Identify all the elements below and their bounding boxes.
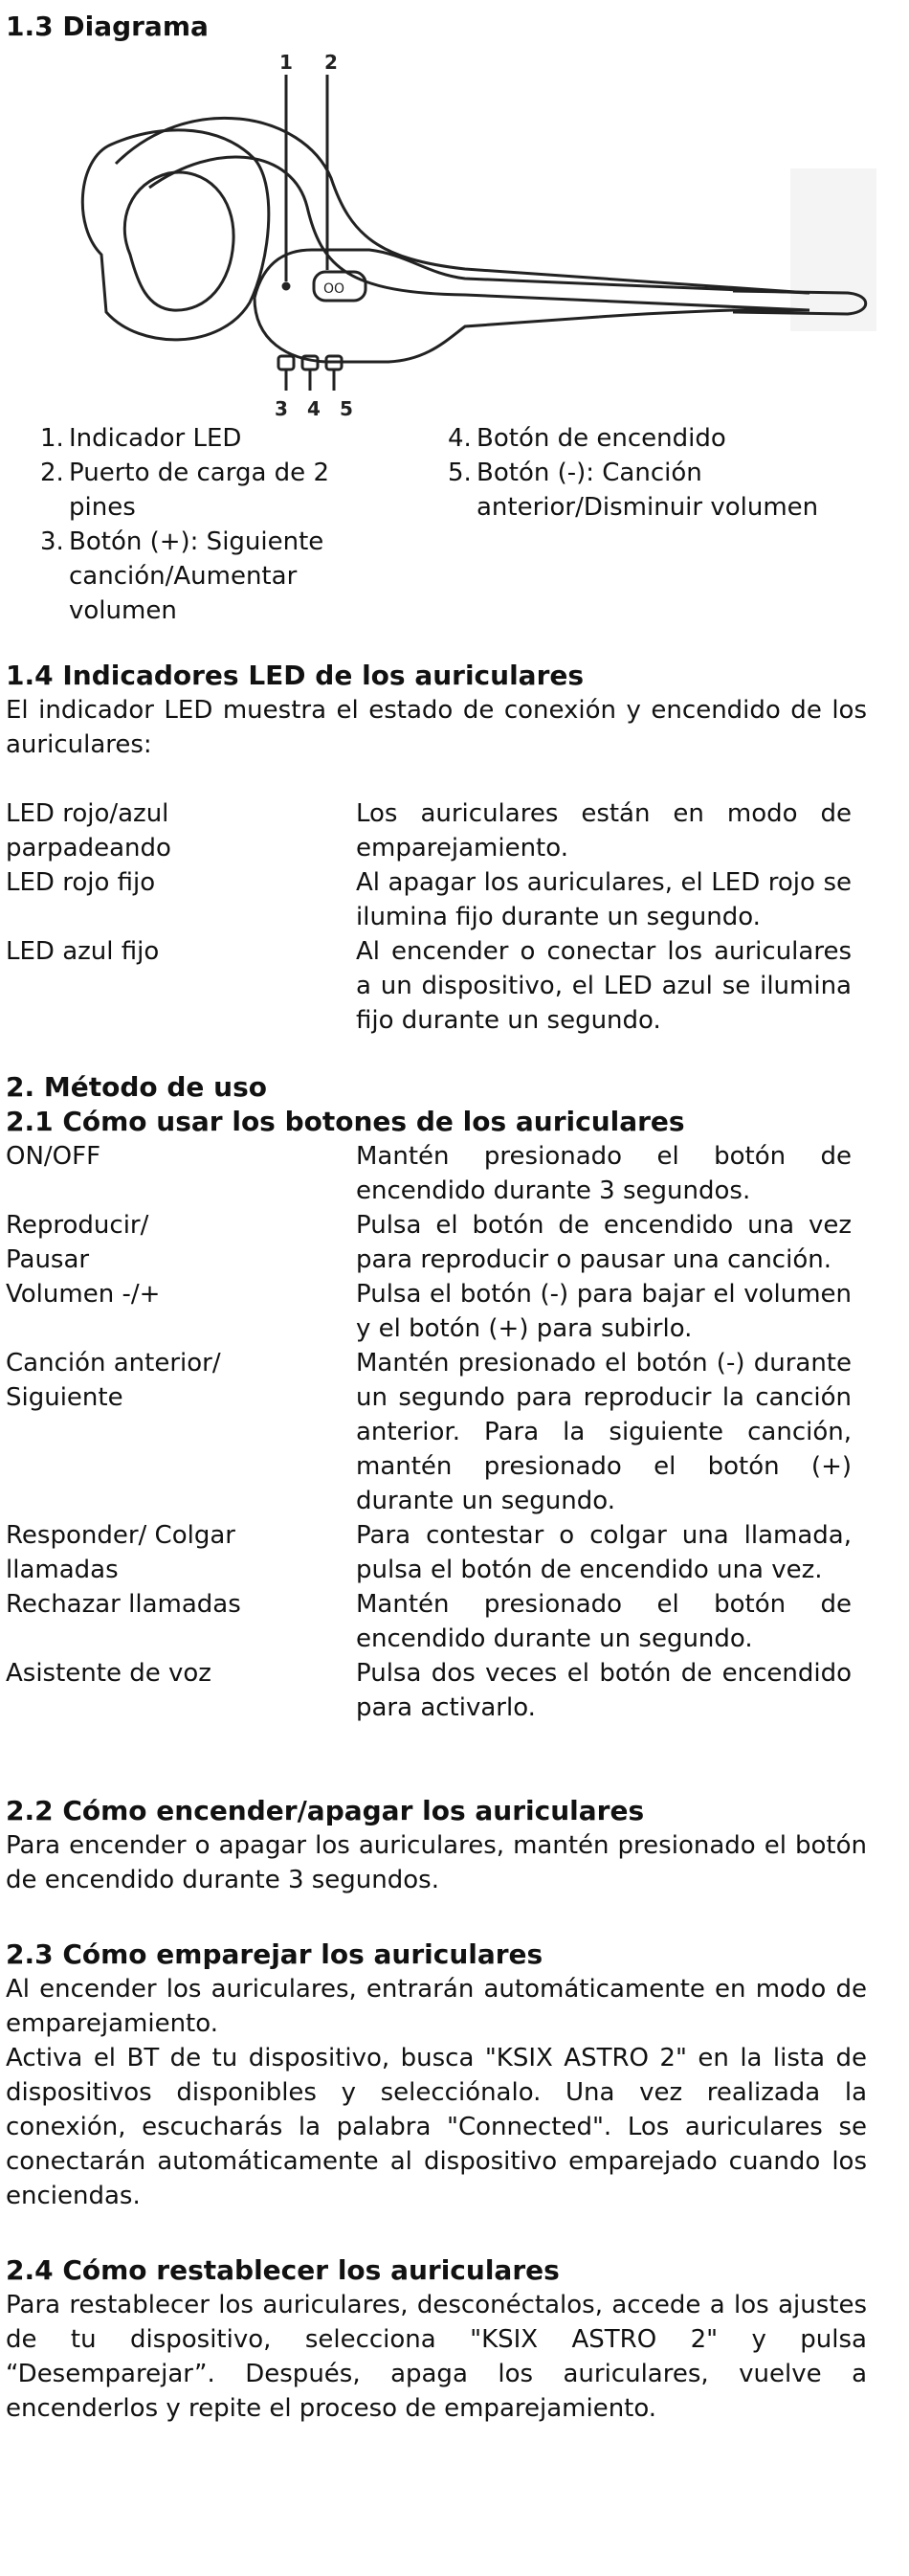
row-value: Los auriculares están en modo de emparejamiento. [356,799,852,862]
callout-1: 1 [279,54,293,74]
row-value: Mantén presionado el botón de encendido durante un segundo. [356,1590,852,1653]
row-value: Mantén presionado el botón (-) durante un segundo para reproducir la canción anterior. Para la siguiente canción, mantén presionado el botón (+) durante un segundo. [356,1349,852,1515]
legend-text: Botón (-): Canción anterior/Disminuir volumen [477,459,819,522]
legend-item [40,525,356,628]
section-1-4-intro: El indicador LED muestra el estado de conexión y encendido de los auriculares: [6,696,867,759]
row-value: Pulsa el botón (-) para bajar el volumen y el botón (+) para subirlo. [356,1280,852,1343]
section-2-4 [6,2253,867,2426]
row-value: Al apagar los auriculares, el LED rojo se ilumina fijo durante un segundo. [356,868,852,931]
legend-left [40,421,356,628]
row-value: Al encender o conectar los auriculares a un dispositivo, el LED azul se ilumina fijo durante un segundo. [356,937,852,1035]
section-2-2-body: Para encender o apagar los auriculares, mantén presionado el botón de encendido durante 3 segundos. [6,1831,867,1894]
section-2-title: 2. Método de uso [6,1071,267,1103]
section-2-1-title: 2.1 Cómo usar los botones de los auriculares [6,1106,685,1137]
table-row [6,1346,852,1518]
row-key: ON/OFF [6,1142,101,1171]
legend-item [40,421,356,456]
section-2-4-body: Para restablecer los auriculares, desconéctalos, accede a los ajustes de tu dispositivo, selecciona "KSIX ASTRO 2" y pulsa “Desemparejar”. Después, apaga los auriculares, vuelve a encenderlos y repite el proceso de emparejamiento. [6,2291,867,2423]
section-2-2-title: 2.2 Cómo encender/apagar los auriculares [6,1795,645,1826]
callout-5: 5 [340,397,353,420]
section-2-4-title: 2.4 Cómo restablecer los auriculares [6,2254,560,2286]
button-plate-label: OO [323,281,345,297]
row-key: Canción anterior/ Siguiente [6,1349,221,1412]
row-value: Mantén presionado el botón de encendido durante 3 segundos. [356,1142,852,1205]
legend-text: Botón (+): Siguiente canción/Aumentar volumen [69,527,324,625]
row-value: Para contestar o colgar una llamada, pulsa el botón de encendido una vez. [356,1521,852,1584]
legend-num: 4. [448,424,472,453]
row-value: Pulsa el botón de encendido una vez para reproducir o pausar una canción. [356,1211,852,1274]
legend-item [40,456,356,525]
section-1-3-title: 1.3 Diagrama [6,11,209,42]
section-2-3-p1: Al encender los auriculares, entrarán automáticamente en modo de emparejamiento. [6,1975,867,2038]
legend-num: 2. [40,459,64,487]
legend-text: Puerto de carga de 2 pines [69,459,329,522]
section-2 [6,1070,867,1725]
row-key: Responder/ Colgar llamadas [6,1521,235,1584]
row-value: Pulsa dos veces el botón de encendido para activarlo. [356,1659,852,1722]
legend-num: 5. [448,459,472,487]
section-1-4-title: 1.4 Indicadores LED de los auriculares [6,660,585,691]
table-row [6,865,852,934]
callout-4: 4 [307,397,321,420]
buttons-table [6,1139,852,1725]
row-key: Rechazar llamadas [6,1590,241,1619]
table-row [6,1656,852,1725]
legend-item [448,421,831,456]
row-key: LED azul fijo [6,937,160,966]
legend-text: Indicador LED [69,424,242,453]
section-2-3 [6,1938,867,2213]
headphone-diagram [63,54,886,427]
row-key: Volumen -/+ [6,1280,161,1309]
table-row [6,1518,852,1587]
table-row [6,796,852,865]
headphone-illustration [63,54,886,427]
callout-2: 2 [324,54,338,74]
table-row [6,1277,852,1346]
table-row [6,1139,852,1208]
section-1-4 [6,659,867,1038]
table-row [6,934,852,1038]
legend-num: 3. [40,527,64,556]
table-row [6,1587,852,1656]
section-2-3-p2: Activa el BT de tu dispositivo, busca "KSIX ASTRO 2" en la lista de dispositivos disponibles y selecciónalo. Una vez realizada la conexión, escucharás la palabra "Connected". Los auriculares se conectarán automáticamente al dispositivo emparejado cuando los enciendas. [6,2044,867,2210]
row-key: LED rojo fijo [6,868,156,897]
callout-3: 3 [275,397,288,420]
legend-text: Botón de encendido [477,424,726,453]
section-2-3-title: 2.3 Cómo emparejar los auriculares [6,1938,543,1970]
row-key: LED rojo/azul parpadeando [6,799,171,862]
led-table [6,796,852,1038]
legend-num: 1. [40,424,64,453]
table-row [6,1208,852,1277]
legend-item [448,456,831,525]
legend-right [448,421,831,525]
row-key: Reproducir/ Pausar [6,1211,149,1274]
section-2-2 [6,1794,867,1897]
row-key: Asistente de voz [6,1659,211,1688]
